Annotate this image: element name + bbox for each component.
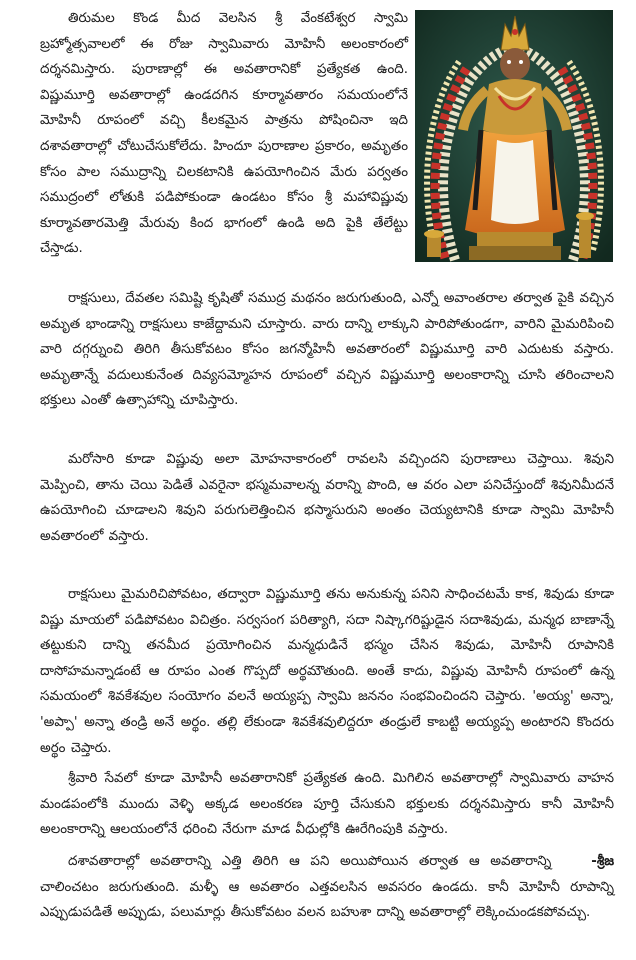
paragraph-5: శ్రీవారి సేవలో కూడా మోహినీ అవతారానికో ప్రత్యేకత ఉంది. మిగిలిన అవతారాల్లో స్వామివారు వాహన మండపంలోకి ముందు వెళ్ళి అక్కడ అలంకరణ పూర్తి చేసుకుని భక్తులకు దర్శనమిస్తారు కానీ మోహినీ అలంకారాన్ని ఆలయంలోనే ధరించి నేరుగా మాడ వీధుల్లోకి ఊరేగింపుకి వస్తారు. (40, 771, 614, 838)
paragraph-6-text: దశావతారాల్లో అవతారాన్ని ఎత్తి తిరిగి ఆ పని అయిపోయిన తర్వాత ఆ అవతారాన్ని చాలించటం జరుగుతుంది. మళ్ళీ ఆ అవతారం ఎత్తవలసిన అవసరం ఉండదు. కానీ మోహినీ రూపాన్ని ఎప్పుడుపడితే అప్పుడు, పలుమార్లు తీసుకోవటం వలన బహుశా దాన్ని అవతారాల్లో లెక్కించుండకపోవచ్చు. (40, 854, 614, 921)
author-signature: -శ్రీజ (591, 854, 614, 869)
deity-illustration (415, 10, 613, 262)
paragraph-2: రాక్షసులు, దేవతల సమిష్టి కృషితో సముద్ర మథనం జరుగుతుంది, ఎన్నో అవాంతరాల తర్వాత పైకి వచ్చిన అమృత భాండాన్ని రాక్షసులు కాజేద్దామని చూస్తారు. వారు దాన్ని లాక్కుని పారిపోతుండగా, వారిని మైమరిపించి వారి దగ్గర్నుంచి తిరిగి తీసుకోవటం కోసం జగన్మోహినీ అవతారంలో విష్ణుమూర్తి వారి ఎదుటకు వస్తారు. అమృతాన్నే వదులుకునేంత దివ్యసమ్మోహన రూపంలో వచ్చిన విష్ణుమూర్తి అలంకారాన్ని చూసి తరించాలని భక్తులు ఎంతో ఉత్సాహాన్ని చూపిస్తారు. (40, 291, 614, 409)
mohini-deity-photo (415, 10, 613, 262)
paragraph-1: తిరుమల కొండ మీద వెలసిన శ్రీ వేంకటేశ్వర స్వామి బ్రహ్మోత్సవాలలో ఈ రోజు స్వామివారు మోహినీ అలంకారంలో దర్శనమిస్తారు. పురాణాల్లో ఈ అవతారానికో ప్రత్యేకత ఉంది. విష్ణుమూర్తి అవతారాల్లో ఉండదగిన కూర్మావతారం సమయంలోనే మోహినీ రూపంలో వచ్చి కీలకమైన పాత్రను పోషించినా ఇది దశావతారాల్లో చోటుచేసుకోలేదు. హిందూ పురాణాల ప్రకారం, అమృతం కోసం పాల సముద్రాన్ని చిలకటానికి ఉపయోగించిన మేరు పర్వతం సముద్రంలో లోతుకి పడిపోకుండా ఉండటం కోసం శ్రీ మహావిష్ణువు కూర్మావతారమెత్తి మేరువు కింద భాగంలో ఉండి అది పైకి తేలేట్టు చేస్తాడు. (40, 11, 408, 257)
paragraph-6 (40, 849, 614, 926)
paragraph-4: రాక్షసులు మైమరిచిపోవటం, తద్వారా విష్ణుమూర్తి తను అనుకున్న పనిని సాధించటమే కాక, శివుడు కూడా విష్ణు మాయలో పడిపోవటం విచిత్రం. సర్వసంగ పరిత్యాగి, సదా నిష్కాగరిష్టుడైన సదాశివుడు, మన్మధ బాణాన్నే తట్టుకుని దాన్ని తనమీద ప్రయోగించిన మన్మధుడినే భస్మం చేసిన శివుడు, మోహినీ రూపానికి దాసోహమన్నాడంటే ఆ రూపం ఎంత గొప్పదో అర్థమౌతుంది. అంతే కాదు, విష్ణువు మోహినీ రూపంలో ఉన్న సమయంలో శివకేశవుల సంయోగం వలనే అయ్యప్ప స్వామి జననం సంభవించిందని చెప్తారు. 'అయ్య' అన్నా, 'అప్పా' అన్నా తండ్రి అనే అర్థం. తల్లి లేకుండా శివకేశవులిద్దరూ తండ్రులే కాబట్టి అయ్యప్ప అంటారని కొందరు అర్థం చెప్తారు. (40, 587, 614, 756)
paragraph-3: మరోసారి కూడా విష్ణువు అలా మోహనాకారంలో రావలసి వచ్చిందని పురాణాలు చెప్తాయి. శివుని మెప్పించి, తాను చెయి పెడితే ఎవరైనా భస్మమవాలన్న వరాన్ని పొంది, ఆ వరం ఎలా పనిచేస్తుందో శివునిమీదనే ఉపయోగించి చూడాలని శివుని పరుగులెత్తించిన భస్మాసురుని అంతం చెయ్యటానికి కూడా స్వామి మోహినీ అవతారంలో వస్తారు. (40, 452, 614, 544)
